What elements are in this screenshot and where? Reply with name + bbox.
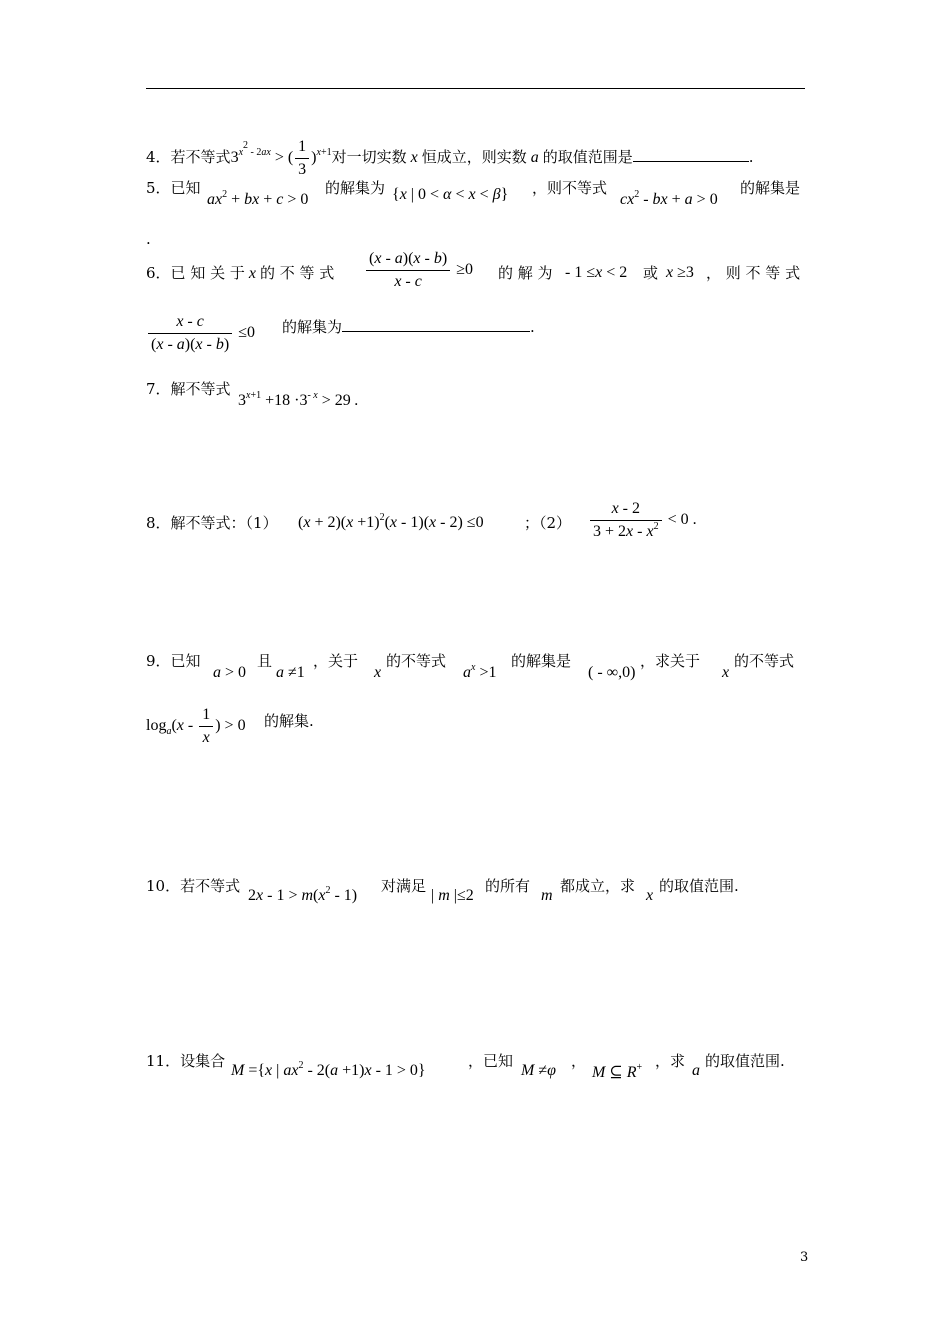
formula: $(x + 2)(x +1)^2(x - 1)(x - 2) \le 0$	[298, 512, 484, 531]
question-number: 10．	[146, 877, 181, 895]
formula: a > 0	[213, 664, 247, 681]
formula: x ≥3	[666, 264, 694, 281]
question-10: 10．若不等式	[146, 877, 241, 895]
question-number: 6．	[146, 264, 171, 282]
question-6: 6．已 知 关 于 x 的 不 等 式	[146, 264, 335, 282]
formula: | m |≤2	[431, 887, 474, 904]
question-number: 7．	[146, 380, 171, 398]
header-rule	[146, 88, 805, 89]
question-number: 11．	[146, 1052, 181, 1070]
formula: {x | 0 < α < x < β}	[392, 186, 509, 203]
formula: m	[541, 887, 553, 904]
question-9: 9．已知	[146, 652, 201, 670]
question-11: 11．设集合	[146, 1052, 226, 1070]
formula: - 1 ≤x < 2	[565, 264, 628, 281]
question-number: 8．	[146, 514, 171, 532]
formula: $\frac{x - c}{(x - a)(x - b)}$ ≤0	[146, 313, 255, 354]
formula: $3^{x+1} +18 \cdot 3^{- x} > 29$ .	[238, 390, 359, 409]
question-number: 5．	[146, 179, 171, 197]
formula: $\log_a(x$ - $\frac{1}{x}$ ) > 0	[146, 706, 246, 746]
formula: ( - ∞,0)	[588, 664, 636, 681]
question-4: 4．若不等式$3^{x^2 - 2ax}$ > ( $\frac{1}{3}$ )$^{x+1}$对一切实数 x 恒成立，则实数 a 的取值范围是 .	[146, 138, 754, 178]
question-6-tail: 的解集为 .	[282, 318, 535, 336]
question-number: 9．	[146, 652, 171, 670]
formula: $cx^2$ - bx + a > 0	[620, 189, 718, 208]
answer-blank	[633, 146, 749, 162]
formula: x	[646, 887, 654, 904]
question-number: 4．	[146, 148, 171, 167]
formula: $\frac{x - 2}{3 + 2x - x^2}$ < 0 .	[588, 500, 697, 541]
question-8: 8．解不等式：（1）	[146, 514, 278, 532]
formula: $\frac{(x - a)(x - b)}{x - c}$ ≥0	[364, 250, 473, 291]
formula: M ={x | $ax^2 - 2(a +1)x - 1 > 0$}	[231, 1060, 426, 1079]
formula: $2x - 1 > m(x^2 - 1)$	[248, 885, 358, 904]
formula: x	[722, 664, 730, 681]
formula: $a^x >1$	[463, 662, 497, 681]
question-7: 7．解不等式	[146, 380, 231, 398]
formula: M ≠φ	[521, 1062, 556, 1079]
answer-blank	[342, 316, 530, 332]
formula: $ax^2$ + bx + c > 0	[207, 189, 309, 208]
page-number: 3	[800, 1250, 809, 1265]
question-5: 5．已知	[146, 179, 201, 197]
formula: a ≠1	[276, 664, 305, 681]
formula: $3^{x^2 - 2ax}$ > ( $\frac{1}{3}$ )$^{x+1}$	[230, 138, 332, 178]
formula: M ⊆ R+	[592, 1062, 643, 1081]
formula: x	[374, 664, 382, 681]
formula: a	[692, 1062, 700, 1079]
